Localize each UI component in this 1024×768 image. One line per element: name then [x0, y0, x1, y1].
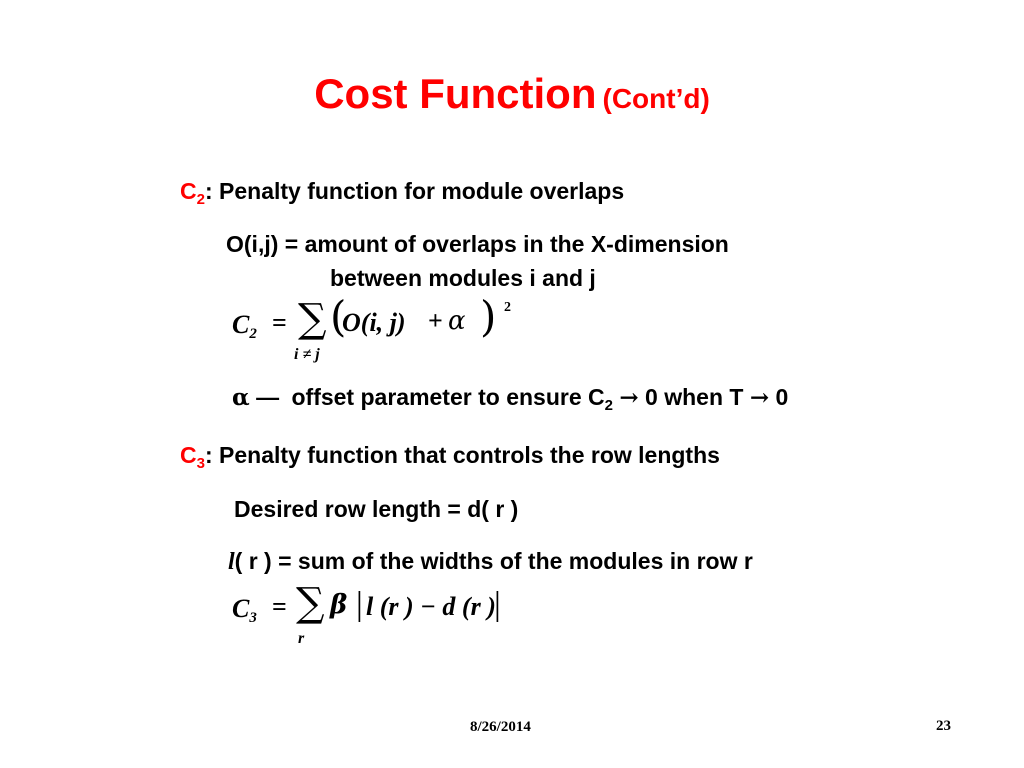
c3-formula	[232, 580, 532, 654]
c2-exponent: 2	[504, 300, 511, 315]
c2-heading	[180, 178, 625, 208]
title-sub: (Cont’d)	[602, 83, 710, 114]
arrow-icon: →	[619, 384, 639, 411]
c3-label: $C_3$	[180, 442, 205, 472]
c3-abs-body: l (r ) − d (r )	[366, 592, 496, 621]
c3-abs-bar-left: |	[356, 586, 363, 623]
footer-date: 8/26/2014	[470, 719, 531, 735]
c3-heading	[180, 442, 720, 472]
c3-formula-lhs: $C_3$	[232, 594, 257, 626]
page-number: 23	[936, 718, 951, 734]
alpha-dash: —	[256, 384, 280, 410]
desired-row-length: Desired row length = d( r )	[234, 496, 519, 522]
slide-title	[0, 70, 1024, 118]
c2-close-paren: )	[480, 292, 497, 341]
c2-formula-equals: =	[272, 308, 287, 337]
c3-formula-equals: =	[272, 592, 287, 621]
l-symbol: l	[228, 549, 235, 575]
overlap-definition-line1: O(i,j) = amount of overlaps in the X-dimension	[226, 231, 729, 257]
c2-formula	[232, 292, 532, 372]
c2-open-paren: (	[330, 292, 347, 341]
c3-abs-bar-right: |	[494, 586, 501, 623]
alpha-description: α — offset parameter to ensure $C_2 \to 0$ when T → 0	[232, 384, 789, 414]
arrow-icon: →	[749, 384, 770, 411]
c2-overlap-term: O(i, j)	[342, 308, 406, 337]
c2-sigma: ∑	[298, 296, 327, 342]
c2-formula-lhs: $C_2$	[232, 310, 257, 342]
title-main: Cost Function	[314, 70, 597, 117]
c3-sum-index: r	[298, 630, 305, 647]
row-width-definition: l( r ) = sum of the widths of the modules in row r	[228, 548, 753, 575]
alpha-symbol: α	[232, 384, 250, 411]
c2-label: $C_2$	[180, 178, 205, 208]
c3-sigma: ∑	[296, 580, 325, 626]
overlap-definition-line2: between modules i and j	[330, 265, 596, 291]
c3-description: : Penalty function that controls the row lengths	[204, 442, 720, 468]
c2-sum-index: i ≠ j	[294, 346, 320, 363]
c2-plus: +	[428, 306, 443, 335]
c2-description: : Penalty function for module overlaps	[204, 178, 625, 204]
c2-alpha: α	[448, 306, 466, 336]
c3-beta: β	[330, 590, 348, 620]
